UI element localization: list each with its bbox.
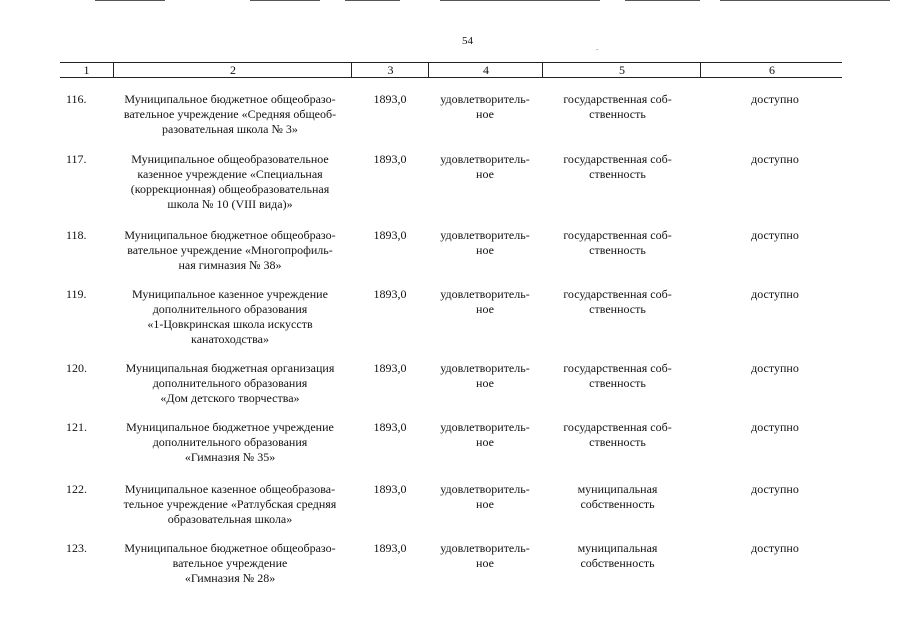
institution-name (110, 541, 350, 586)
cell-line: ственность (589, 376, 646, 390)
scan-edge-line (95, 0, 165, 1)
cell-line: ное (476, 302, 494, 316)
row-number: 119. (66, 287, 87, 301)
scan-edge-line (625, 0, 700, 1)
condition-cell (430, 287, 540, 317)
cell-line: государственная соб- (563, 287, 672, 301)
value-cell: 1893,0 (373, 228, 407, 242)
column-header: 3 (351, 63, 429, 77)
column-header: 4 (428, 63, 543, 77)
row-number: 122. (66, 482, 87, 496)
cell-line: государственная соб- (563, 420, 672, 434)
cell-line: ное (476, 376, 494, 390)
institution-name (110, 482, 350, 527)
condition-cell (430, 152, 540, 182)
scan-speck: ﹺ (596, 42, 599, 51)
cell-line: ное (476, 497, 494, 511)
access-cell: доступно (751, 92, 799, 106)
cell-line: разовательная школа № 3» (162, 122, 298, 136)
access-cell: доступно (751, 541, 799, 555)
condition-cell (430, 420, 540, 450)
column-header: 1 (83, 63, 90, 77)
value-cell: 1893,0 (373, 482, 407, 496)
condition-cell (430, 361, 540, 391)
condition-cell (430, 228, 540, 258)
cell-line: удовлетворитель- (440, 361, 530, 375)
access-cell: доступно (751, 361, 799, 375)
cell-line: школа № 10 (VIII вида)» (167, 197, 293, 211)
ownership-cell (550, 420, 685, 450)
value-cell: 1893,0 (373, 152, 407, 166)
ownership-cell (550, 541, 685, 571)
cell-line: удовлетворитель- (440, 482, 530, 496)
cell-line: государственная соб- (563, 228, 672, 242)
cell-line: ная гимназия № 38» (178, 258, 282, 272)
institution-name (110, 228, 350, 273)
cell-line: Муниципальное бюджетное общеобразо- (124, 228, 336, 242)
cell-line: ственность (589, 107, 646, 121)
condition-cell (430, 482, 540, 512)
cell-line: муниципальная (577, 541, 658, 555)
cell-line: ственность (589, 302, 646, 316)
cell-line: канатоходства» (191, 332, 269, 346)
cell-line: «Гимназия № 28» (184, 571, 276, 585)
page-number-text: 54 (462, 35, 473, 47)
condition-cell (430, 541, 540, 571)
cell-line: удовлетворитель- (440, 287, 530, 301)
value-cell: 1893,0 (373, 92, 407, 106)
cell-line: ственность (589, 167, 646, 181)
institution-name (110, 361, 350, 406)
cell-line: казенное учреждение «Специальная (137, 167, 323, 181)
cell-line: образовательная школа» (167, 512, 293, 526)
cell-line: «Гимназия № 35» (184, 450, 276, 464)
institution-name (110, 92, 350, 137)
value-cell: 1893,0 (373, 287, 407, 301)
value-cell: 1893,0 (373, 361, 407, 375)
institution-name (110, 152, 350, 212)
cell-line: Муниципальное бюджетное общеобразо- (124, 92, 336, 106)
cell-line: Муниципальное казенное общеобразова- (124, 482, 336, 496)
row-number: 117. (66, 152, 87, 166)
cell-line: государственная соб- (563, 361, 672, 375)
access-cell: доступно (751, 152, 799, 166)
row-number: 120. (66, 361, 87, 375)
column-header: 6 (700, 63, 843, 77)
cell-line: Муниципальное общеобразовательное (131, 152, 329, 166)
cell-line: дополнительного образования (152, 376, 308, 390)
ownership-cell (550, 92, 685, 122)
cell-line: тельное учреждение «Ратлубская средняя (123, 497, 337, 511)
cell-line: дополнительного образования (152, 435, 308, 449)
cell-line: ное (476, 243, 494, 257)
ownership-cell (550, 361, 685, 391)
cell-line: удовлетворитель- (440, 152, 530, 166)
cell-line: ственность (589, 435, 646, 449)
cell-line: муниципальная (577, 482, 658, 496)
cell-line: дополнительного образования (152, 302, 308, 316)
condition-cell (430, 92, 540, 122)
cell-line: «1-Цовкринская школа искусств (147, 317, 313, 331)
cell-line: удовлетворитель- (440, 92, 530, 106)
access-cell: доступно (751, 420, 799, 434)
column-header: 5 (542, 63, 701, 77)
access-cell: доступно (751, 482, 799, 496)
access-cell: доступно (751, 228, 799, 242)
row-number: 121. (66, 420, 87, 434)
cell-line: «Дом детского творчества» (160, 391, 300, 405)
cell-line: удовлетворитель- (440, 228, 530, 242)
row-number: 123. (66, 541, 87, 555)
cell-line: Муниципальное бюджетное учреждение (126, 420, 334, 434)
scan-edge-line (720, 0, 890, 1)
value-cell: 1893,0 (373, 420, 407, 434)
ownership-cell (550, 228, 685, 258)
cell-line: ное (476, 167, 494, 181)
ownership-cell (550, 482, 685, 512)
ownership-cell (550, 287, 685, 317)
cell-line: государственная соб- (563, 152, 672, 166)
access-cell: доступно (751, 287, 799, 301)
scan-edge-line (440, 0, 600, 1)
cell-line: ное (476, 107, 494, 121)
cell-line: государственная соб- (563, 92, 672, 106)
cell-line: ственность (589, 243, 646, 257)
cell-line: вательное учреждение «Средняя общеоб- (123, 107, 337, 121)
row-number: 116. (66, 92, 87, 106)
institution-name (110, 287, 350, 347)
cell-line: собственность (580, 556, 655, 570)
row-number: 118. (66, 228, 87, 242)
scan-edge-line (345, 0, 400, 1)
cell-line: удовлетворитель- (440, 541, 530, 555)
table-header (60, 62, 842, 78)
cell-line: собственность (580, 497, 655, 511)
cell-line: Муниципальное казенное учреждение (132, 287, 328, 301)
ownership-cell (550, 152, 685, 182)
cell-line: ное (476, 556, 494, 570)
cell-line: удовлетворитель- (440, 420, 530, 434)
cell-line: (коррекционная) общеобразовательная (130, 182, 330, 196)
cell-line: Муниципальная бюджетная организация (125, 361, 335, 375)
cell-line: вательное учреждение «Многопрофиль- (127, 243, 333, 257)
value-cell: 1893,0 (373, 541, 407, 555)
institution-name (110, 420, 350, 465)
cell-line: вательное учреждение (172, 556, 288, 570)
cell-line: Муниципальное бюджетное общеобразо- (124, 541, 336, 555)
scan-edge-line (250, 0, 320, 1)
cell-line: ное (476, 435, 494, 449)
column-header: 2 (113, 63, 352, 77)
